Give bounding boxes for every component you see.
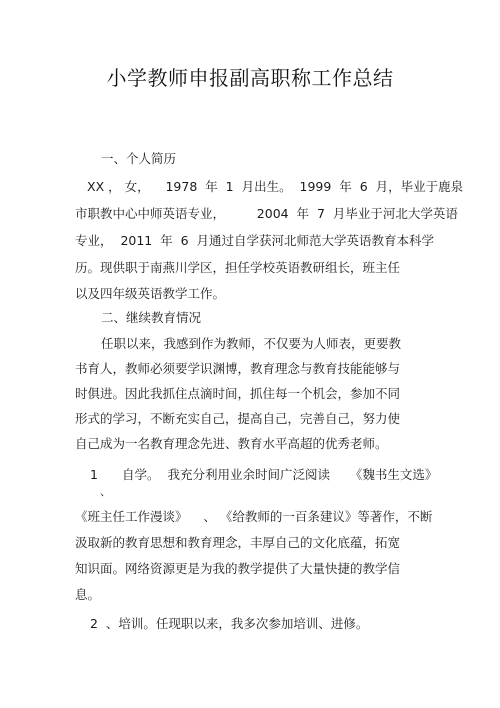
list-item-number: 1 — [90, 467, 98, 482]
paragraph-line: 专业， 2011 年 6 月通过自学获河北师范大学英语教育本科学 — [75, 233, 435, 248]
list-item-separator: 、 — [100, 485, 111, 498]
section-heading-education: 二、继续教育情况 — [101, 310, 202, 325]
paragraph-line: 市职教中心中师英语专业， 2004 年 7 月毕业于河北大学英语 — [75, 206, 458, 221]
list-item-text: 2 、培训。任现职以来，我多次参加培训、进修。 — [90, 616, 369, 631]
paragraph-line: 形式的学习，不断充实自己，提高自己，完善自己，努力使 — [75, 411, 401, 426]
paragraph-line: 自己成为一名教育理念先进、教育水平高超的优秀老师。 — [75, 436, 388, 451]
paragraph-line: 历。现供职于南燕川学区，担任学校英语教研组长，班主任 — [75, 260, 401, 275]
paragraph-line: 以及四年级英语教学工作。 — [75, 286, 226, 301]
paragraph-line: 汲取新的教育思想和教育理念，丰厚自己的文化底蕴，拓宽 — [75, 535, 401, 550]
paragraph-line: 书育人，教师必须要学识渊博，教育理念与教育技能能够与 — [75, 361, 401, 376]
paragraph-line: 《班主任工作漫谈》 、 《给教师的一百条建议》等著作，不断 — [75, 509, 433, 524]
document-title: 小学教师申报副高职称工作总结 — [106, 66, 394, 90]
paragraph-line: 任职以来，我感到作为教师，不仅要为人师表，更要教 — [101, 336, 402, 351]
list-item-text: 自学。 我充分利用业余时间广泛阅读 《魏书生文选》 — [122, 467, 438, 482]
paragraph-line: 时俱进。因此我抓住点滴时间，抓住每一个机会，参加不同 — [75, 386, 401, 401]
paragraph-line: XX ， 女， 1978 年 1 月出生。 1999 年 6 月，毕业于鹿泉 — [87, 179, 464, 194]
paragraph-line: 息。 — [75, 587, 101, 602]
paragraph-line: 知识面。网络资源更是为我的教学提供了大量快捷的教学信 — [75, 561, 401, 576]
section-heading-resume: 一、个人简历 — [101, 151, 177, 166]
